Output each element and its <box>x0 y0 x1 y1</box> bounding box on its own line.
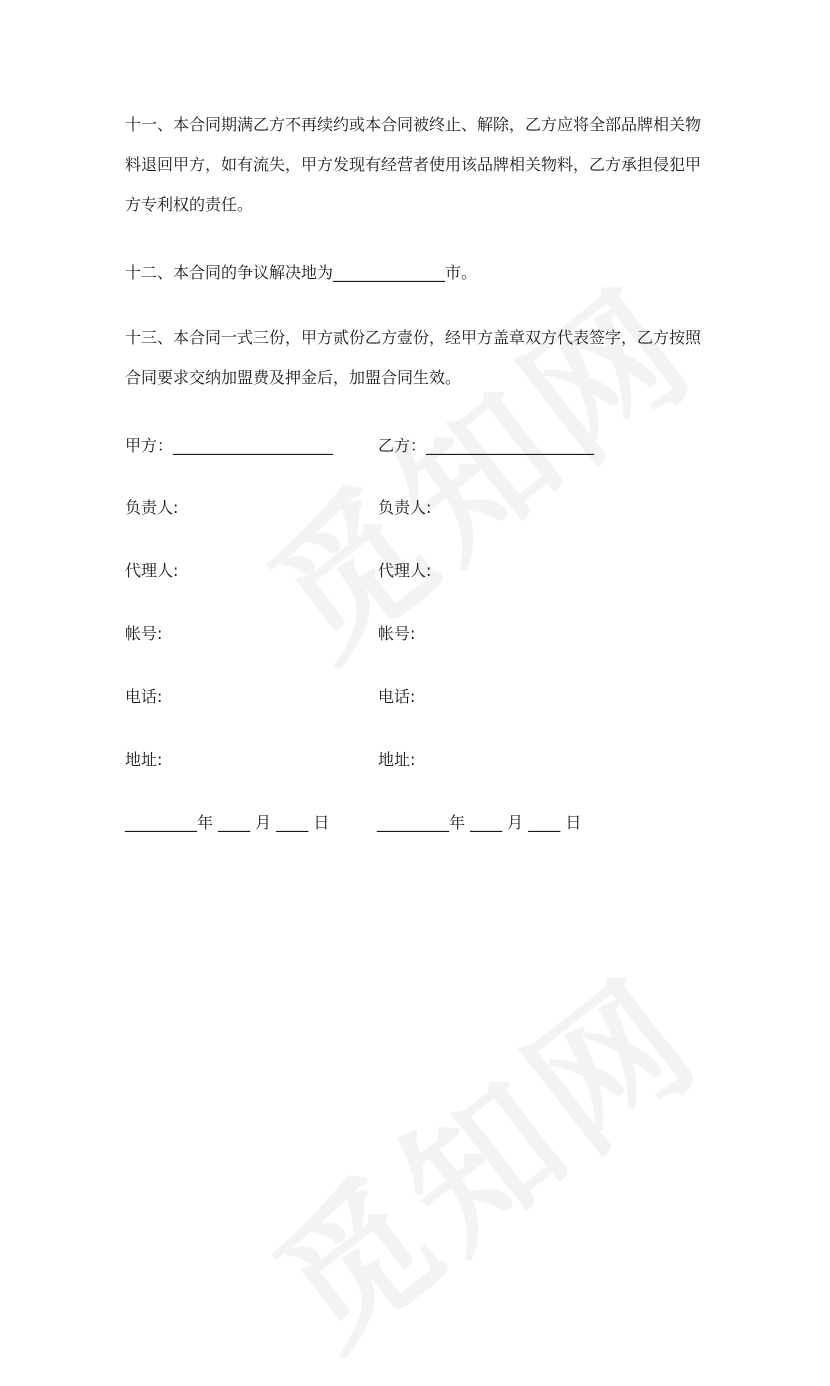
party-b-label: 乙方：_____________________ <box>378 436 595 455</box>
watermark-top <box>219 230 730 696</box>
right-agent: 代理人: <box>378 561 432 580</box>
watermark-bottom <box>224 920 735 1386</box>
left-phone: 电话: <box>125 687 163 706</box>
date-left: _________年 ____ 月 ____ 日 <box>125 813 330 832</box>
left-account: 帐号: <box>125 624 163 643</box>
right-phone: 电话: <box>378 687 416 706</box>
date-right: _________年 ____ 月 ____ 日 <box>377 813 582 832</box>
left-agent: 代理人: <box>125 561 179 580</box>
right-responsible: 负责人: <box>378 498 432 517</box>
clause-11: 十一、本合同期满乙方不再续约或本合同被终止、解除，乙方应将全部品牌相关物料退回甲方，如有流失，甲方发现有经营者使用该品牌相关物料，乙方承担侵犯甲方专利权的责任。 <box>125 115 702 214</box>
party-a-label: 甲方：____________________ <box>125 436 334 455</box>
left-responsible: 负责人: <box>125 498 179 517</box>
right-account: 帐号: <box>378 624 416 643</box>
left-address: 地址: <box>125 750 163 769</box>
clause-13: 十三、本合同一式三份，甲方贰份乙方壹份，经甲方盖章双方代表签字，乙方按照合同要求交纳加盟费及押金后，加盟合同生效。 <box>125 328 702 387</box>
right-address: 地址: <box>378 750 416 769</box>
clause-12: 十二、本合同的争议解决地为______________市。 <box>125 263 478 282</box>
